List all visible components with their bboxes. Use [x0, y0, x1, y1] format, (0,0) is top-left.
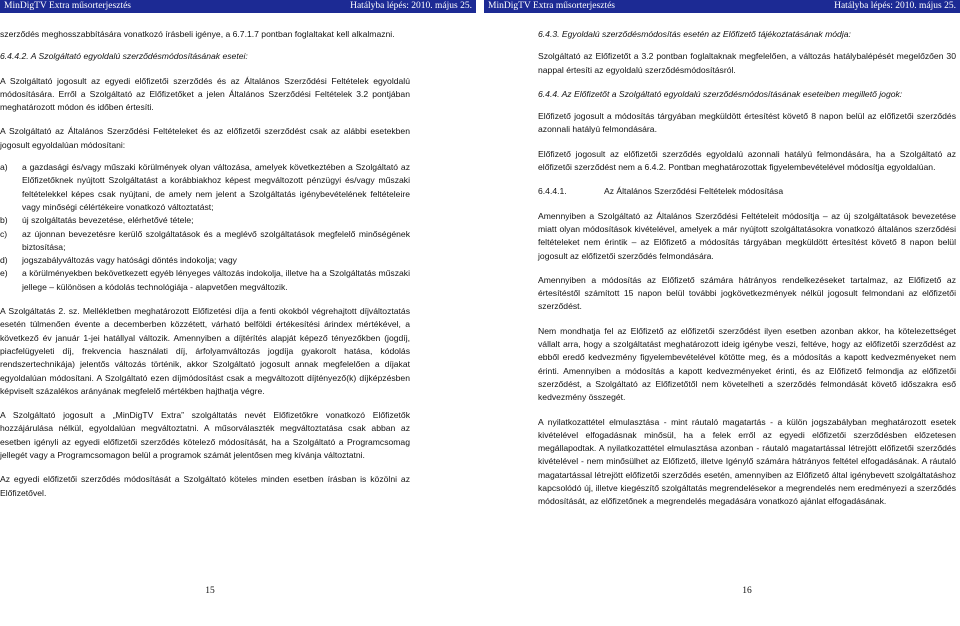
paragraph: Amennyiben a módosítás az Előfizető számára hátrányos rendelkezéseket tartalmaz, az Előfizető az értesítéstől számított 15 napon belül további jogkövetkezmények nélkül jogosult felmondani az előfizetői szerződést.: [538, 274, 956, 312]
list-item: [0, 267, 410, 294]
paragraph: A Szolgáltató jogosult a „MinDigTV Extra” szolgáltatás nevét Előfizetőkre vonatkozó Előfizetők hozzájárulása nélkül, egyoldalúan megváltoztatni. A műsorválaszték megváltoztatása csak abban az esetben igényli az egyedi előfizetői szerződés kötelező módosítását, ha a Szolgáltató a Programcsomag jellegét vagy a Programcsomagon belül a programok számát jelentősen meg kívánja változtatni.: [0, 410, 410, 461]
page-number: 16: [742, 586, 752, 596]
list-item: [0, 254, 410, 267]
subsection-title: Az Általános Szerződési Feltételek módosítása: [604, 186, 784, 197]
condition-list: [0, 161, 410, 294]
section-heading: 6.4.4. Az Előfizetőt a Szolgáltató egyoldalú szerződésmódosításának eseteiben megillető jogok:: [538, 88, 903, 99]
section-heading: 6.4.3. Egyoldalú szerződésmódosítás esetén az Előfizető tájékoztatásának módja:: [538, 29, 851, 39]
subsection-number: 6.4.4.1.: [538, 186, 567, 197]
paragraph: A Szolgáltató jogosult az egyedi előfizetői szerződés és az Általános Szerződési Feltételek egyoldalú módosítására. Erről a Szolgáltató az Előfizetőket a jelen Általános Szerződési Feltételek 3.2 pontjában meghatározott módon és időben értesíti.: [0, 75, 410, 113]
list-item-text: a gazdasági és/vagy műszaki körülmények olyan változása, amelyek következtében a Szolgáltató az Előfizetőknek nyújtott Szolgáltatást a korábbiakhoz képest megváltozott pénzügyi és/vagy műszaki feltételekkel képes csak nyújtani, de amely nem jelent a Szolgáltatás igénybevételének feltételeire vagy minőségi célértékeire vonatkozó változtatást;: [22, 162, 410, 212]
paragraph: A Szolgáltató az Általános Szerződési Feltételeket és az előfizetői szerződést csak az alábbi esetekben jogosult egyoldalúan módosítani:: [0, 126, 410, 150]
page-content: [0, 28, 410, 500]
header-service-name: MinDigTV Extra műsorterjesztés: [488, 1, 615, 11]
paragraph: Szolgáltató az Előfizetőt a 3.2 pontban foglaltaknak megfelelően, a változás hatálybalépését megelőzően 30 nappal értesíti az egyoldalú szerződésmódosításról.: [538, 51, 956, 75]
list-item: [0, 214, 410, 227]
paragraph: Amennyiben a Szolgáltató az Általános Szerződési Feltételeit módosítja – az új szolgáltatások bevezetése miatt olyan módosítások kivételével, amelyek a már nyújtott szolgáltatásokra vonatkozó általános szerződési feltételeket nem érintik – az Előfizető a módosítás tárgyában megküldött értesítést követő 8 napon belül jogosult az előfizetői szerződés felmondására.: [538, 210, 956, 261]
paragraph: Nem mondhatja fel az Előfizető az előfizetői szerződést ilyen esetben azonban akkor, ha kötelezettséget vállalt arra, hogy a szolgáltatást meghatározott ideig igénybe veszi, feltéve, hogy az előfizetői szerződést az ebből eredő kedvezmény figyelembevételével kötötte meg, és a módosítás a kapott kedvezményeket nem érinti. Amennyiben a módosítás a kapott kedvezményeket érinti, és az Előfizető felmondja az előfizetői szerződést, a Szolgáltató az Előfizetőtől nem követelheti a szerződés felmondását követő időszakra eső kedvezmény összegét.: [538, 325, 956, 403]
paragraph: A Szolgáltatás 2. sz. Mellékletben meghatározott Előfizetési díja a fenti okokból végrehajtott díjváltoztatás esetén túlmenően évente a decemberben közzétett, várható belföldi értékesítési árindex mértékével, a következő év január 1-jei hatállyal változik. Amennyiben a díjtérítés alapját képező tényezőkben (jogdíj, piacfelügyeleti díj, frekvencia használati díj, árfolyamváltozás jogdíja gyakorolt hatása, kódolás rendszertechnikája) jelentős változás történik, akkor Szolgáltató jogosult annak megfelelően a díjakat egyoldalúan módosítani. A Szolgáltató ezen díjmódosítást csak a megváltozott díjtényező(k) díjképzésben képviselt százalékos arányának megfelelő mértékben hajthatja végre.: [0, 306, 410, 396]
list-item-text: jogszabályváltozás vagy hatósági döntés indokolja; vagy: [22, 255, 237, 266]
list-item-label: c): [0, 228, 8, 239]
paragraph: Előfizető jogosult a módosítás tárgyában megküldött értesítést követő 8 napon belül az előfizetői szerződés azonnali hatályú felmondására.: [538, 111, 956, 135]
paragraph: szerződés meghosszabbítására vonatkozó írásbeli igénye, a 6.7.1.7 pontban foglaltakat kell alkalmazni.: [0, 29, 395, 39]
list-item-label: e): [0, 268, 8, 279]
list-item-text: új szolgáltatás bevezetése, elérhetővé tétele;: [22, 215, 194, 226]
header-service-name: MinDigTV Extra műsorterjesztés: [4, 1, 131, 11]
page-number: 15: [205, 586, 215, 596]
page-header: [484, 0, 960, 13]
page-content: [538, 28, 956, 509]
list-item-label: d): [0, 255, 8, 266]
subsection-heading: [538, 185, 956, 198]
paragraph: A nyilatkozattétel elmulasztása - mint ráutaló magatartás - a külön jogszabályban meghatározott esetek kivételével elfogadásnak minősül, ha a felek erről az egyedi előfizetői szerződésben előzetesen megállapodtak. A nyilatkozattétel elmulasztása azonban - ráutaló magatartással létrejött előfizetői szerződés kivételével - nem minősülhet az Előfizető, illetve Igénylő számára hátrányos feltétel elfogadásának. A ráutaló magatartással létrejött előfizetői szerződés esetén, amennyiben az Előfizető által igénybevett szolgáltatáshoz kapcsolódó új, illetve kiegészítő szolgáltatás megrendelésekor a megrendelés nem eredményezi a szerződés módosítását, az előfizetőnek a megrendelés megadására vonatkozó ajánlat elfogadásának.: [538, 416, 956, 507]
list-item-text: az újonnan bevezetésre kerülő szolgáltatások és a meglévő szolgáltatások megfelelő minőségének biztosítása;: [22, 228, 410, 252]
section-heading: 6.4.4.2. A Szolgáltató egyoldalú szerződésmódosításának esetei:: [0, 51, 248, 62]
page-header: [0, 0, 476, 13]
list-item-label: b): [0, 215, 8, 226]
list-item: [0, 161, 410, 214]
header-effective-date: Hatályba lépés: 2010. május 25.: [350, 1, 472, 11]
list-item: [0, 228, 410, 255]
header-effective-date: Hatályba lépés: 2010. május 25.: [834, 1, 956, 11]
paragraph: Előfizető jogosult az előfizetői szerződés egyoldalú azonnali hatályú felmondására, ha a Szolgáltató az előfizetői szerződést nem a 6.4.2. Pontban meghatározottak figyelembevételével módosítja egyoldalúan.: [538, 148, 956, 173]
list-item-label: a): [0, 162, 8, 173]
paragraph: Az egyedi előfizetői szerződés módosítását a Szolgáltató köteles minden esetben írásban is közölni az Előfizetővel.: [0, 474, 410, 498]
page-right: [480, 0, 960, 626]
list-item-text: a körülményekben bekövetkezett egyéb lényeges változás indokolja, illetve ha a Szolgáltatás műszaki jellege – különösen a kódolás technológiája - alapvetően megváltozik.: [22, 268, 410, 292]
